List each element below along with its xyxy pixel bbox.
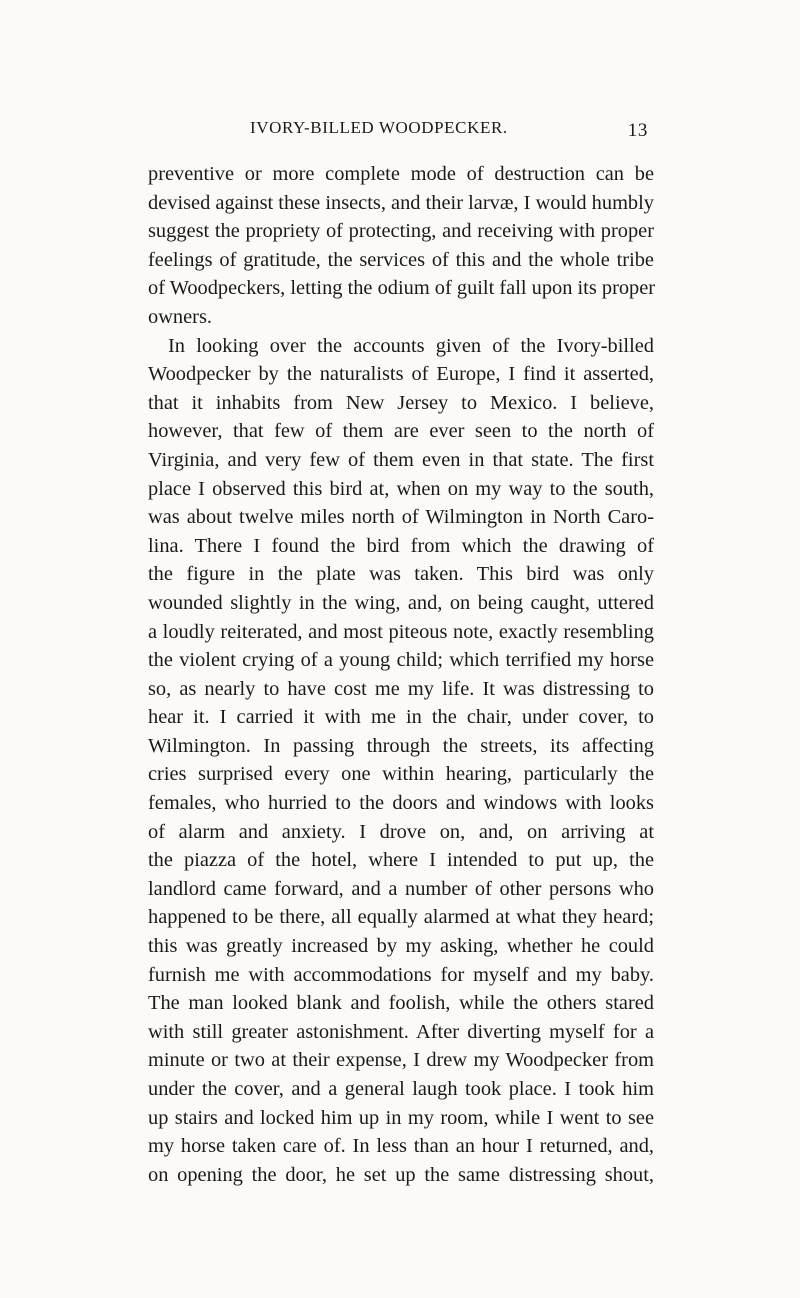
text-line: minute or two at their expense, I drew my Woodpecker from	[148, 1049, 654, 1072]
text-line: females, who hurried to the doors and windows with looks	[148, 792, 654, 815]
text-line: suggest the propriety of protecting, and receiving with proper	[148, 220, 654, 243]
page-number: 13	[627, 120, 648, 141]
text-line: preventive or more complete mode of destruction can be	[148, 163, 654, 185]
text-line: a loudly reiterated, and most piteous note, exactly resembling	[148, 620, 654, 643]
text-line: The man looked blank and foolish, while the others stared	[148, 992, 654, 1015]
text-line: was about twelve miles north of Wilmington in North Caro-	[148, 506, 654, 529]
text-line: In looking over the accounts given of the Ivory-billed	[168, 334, 654, 357]
text-line: this was greatly increased by my asking, whether he could	[148, 935, 654, 958]
text-line: cries surprised every one within hearing, particularly the	[148, 763, 654, 786]
body-text	[148, 160, 654, 1189]
running-head	[148, 118, 648, 142]
text-line: Wilmington. In passing through the streets, its affecting	[148, 734, 654, 757]
text-line: happened to be there, all equally alarmed at what they heard;	[148, 906, 654, 929]
text-line: however, that few of them are ever seen to the north of	[148, 420, 654, 443]
text-line: hear it. I carried it with me in the chair, under cover, to	[148, 706, 654, 729]
text-line: feelings of gratitude, the services of this and the whole tribe	[148, 248, 654, 271]
text-line: place I observed this bird at, when on my way to the south,	[148, 477, 654, 500]
text-line: that it inhabits from New Jersey to Mexico. I believe,	[148, 391, 654, 414]
text-line: wounded slightly in the wing, and, on being caught, uttered	[148, 591, 654, 614]
text-line: lina. There I found the bird from which the drawing of	[148, 534, 654, 557]
text-line: up stairs and locked him up in my room, while I went to see	[148, 1106, 654, 1129]
text-line: with still greater astonishment. After diverting myself for a	[148, 1020, 654, 1043]
text-line: Woodpecker by the naturalists of Europe, I find it asserted,	[148, 363, 654, 386]
text-line: the violent crying of a young child; which terrified my horse	[148, 649, 654, 672]
text-line: of Woodpeckers, letting the odium of guilt fall upon its proper	[148, 277, 656, 300]
text-line: of alarm and anxiety. I drove on, and, on arriving at	[148, 820, 654, 843]
text-line: landlord came forward, and a number of other persons who	[148, 877, 654, 900]
text-line: under the cover, and a general laugh took place. I took him	[148, 1078, 654, 1100]
text-line: furnish me with accommodations for myself and my baby.	[148, 963, 654, 986]
text-line: so, as nearly to have cost me my life. It was distressing to	[148, 677, 654, 700]
text-line: Virginia, and very few of them even in that state. The first	[148, 448, 654, 471]
running-title: IVORY-BILLED WOODPECKER.	[250, 118, 508, 137]
text-line: devised against these insects, and their larvæ, I would humbly	[148, 191, 654, 214]
text-line: my horse taken care of. In less than an hour I returned, and,	[148, 1135, 654, 1158]
text-line: the figure in the plate was taken. This bird was only	[148, 563, 654, 586]
text-line: the piazza of the hotel, where I intended to put up, the	[148, 849, 654, 872]
text-line: owners.	[148, 305, 212, 328]
text-line: on opening the door, he set up the same distressing shout,	[148, 1163, 654, 1186]
